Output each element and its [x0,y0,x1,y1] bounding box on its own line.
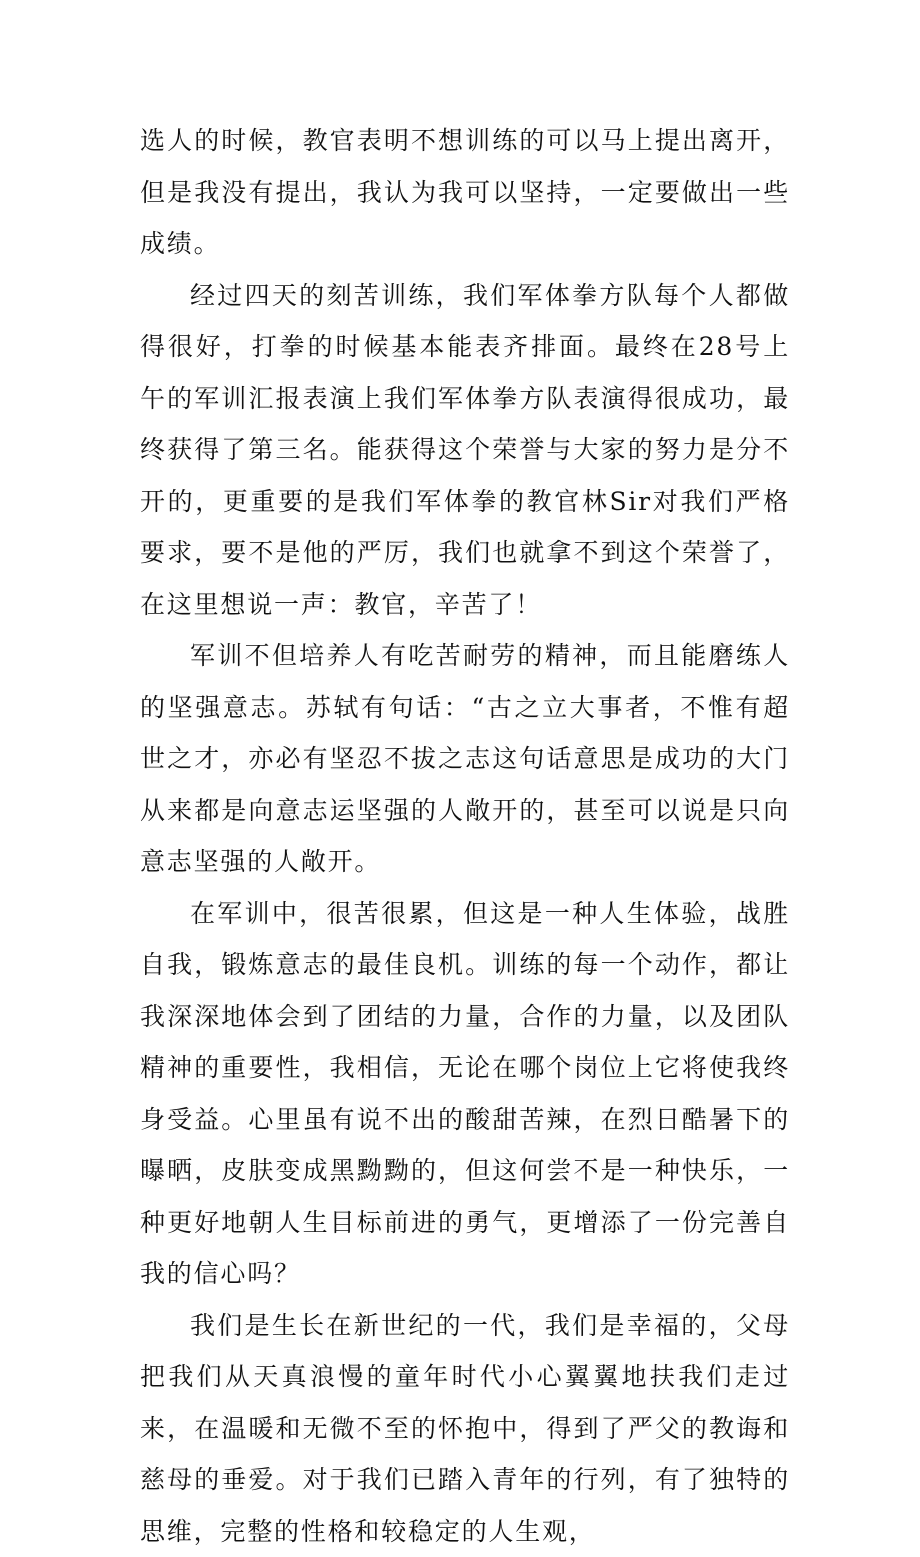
paragraph-4: 在军训中，很苦很累，但这是一种人生体验，战胜自我，锻炼意志的最佳良机。训练的每一个动作，都让我深深地体会到了团结的力量，合作的力量，以及团队精神的重要性，我相信，无论在哪个岗位上它将使我终身受益。心里虽有说不出的酸甜苦辣，在烈日酷暑下的曝晒，皮肤变成黑黝黝的，但这何尝不是一种快乐，一种更好地朝人生目标前进的勇气，更增添了一份完善自我的信心吗？ [140,888,790,1300]
document-body [140,115,790,1557]
paragraph-1: 选人的时候，教官表明不想训练的可以马上提出离开，但是我没有提出，我认为我可以坚持，一定要做出一些成绩。 [140,115,790,270]
paragraph-5: 我们是生长在新世纪的一代，我们是幸福的，父母把我们从天真浪慢的童年时代小心翼翼地扶我们走过来，在温暖和无微不至的怀抱中，得到了严父的教诲和慈母的垂爱。对于我们已踏入青年的行列，有了独特的思维，完整的性格和较稳定的人生观， [140,1300,790,1557]
paragraph-3: 军训不但培养人有吃苦耐劳的精神，而且能磨练人的坚强意志。苏轼有句话：“古之立大事者，不惟有超世之才，亦必有坚忍不拔之志这句话意思是成功的大门从来都是向意志运坚强的人敞开的，甚至可以说是只向意志坚强的人敞开。 [140,630,790,888]
paragraph-2: 经过四天的刻苦训练，我们军体拳方队每个人都做得很好，打拳的时候基本能表齐排面。最终在28号上午的军训汇报表演上我们军体拳方队表演得很成功，最终获得了第三名。能获得这个荣誉与大家的努力是分不开的，更重要的是我们军体拳的教官林Sir对我们严格要求，要不是他的严厉，我们也就拿不到这个荣誉了，在这里想说一声：教官，辛苦了！ [140,270,790,631]
